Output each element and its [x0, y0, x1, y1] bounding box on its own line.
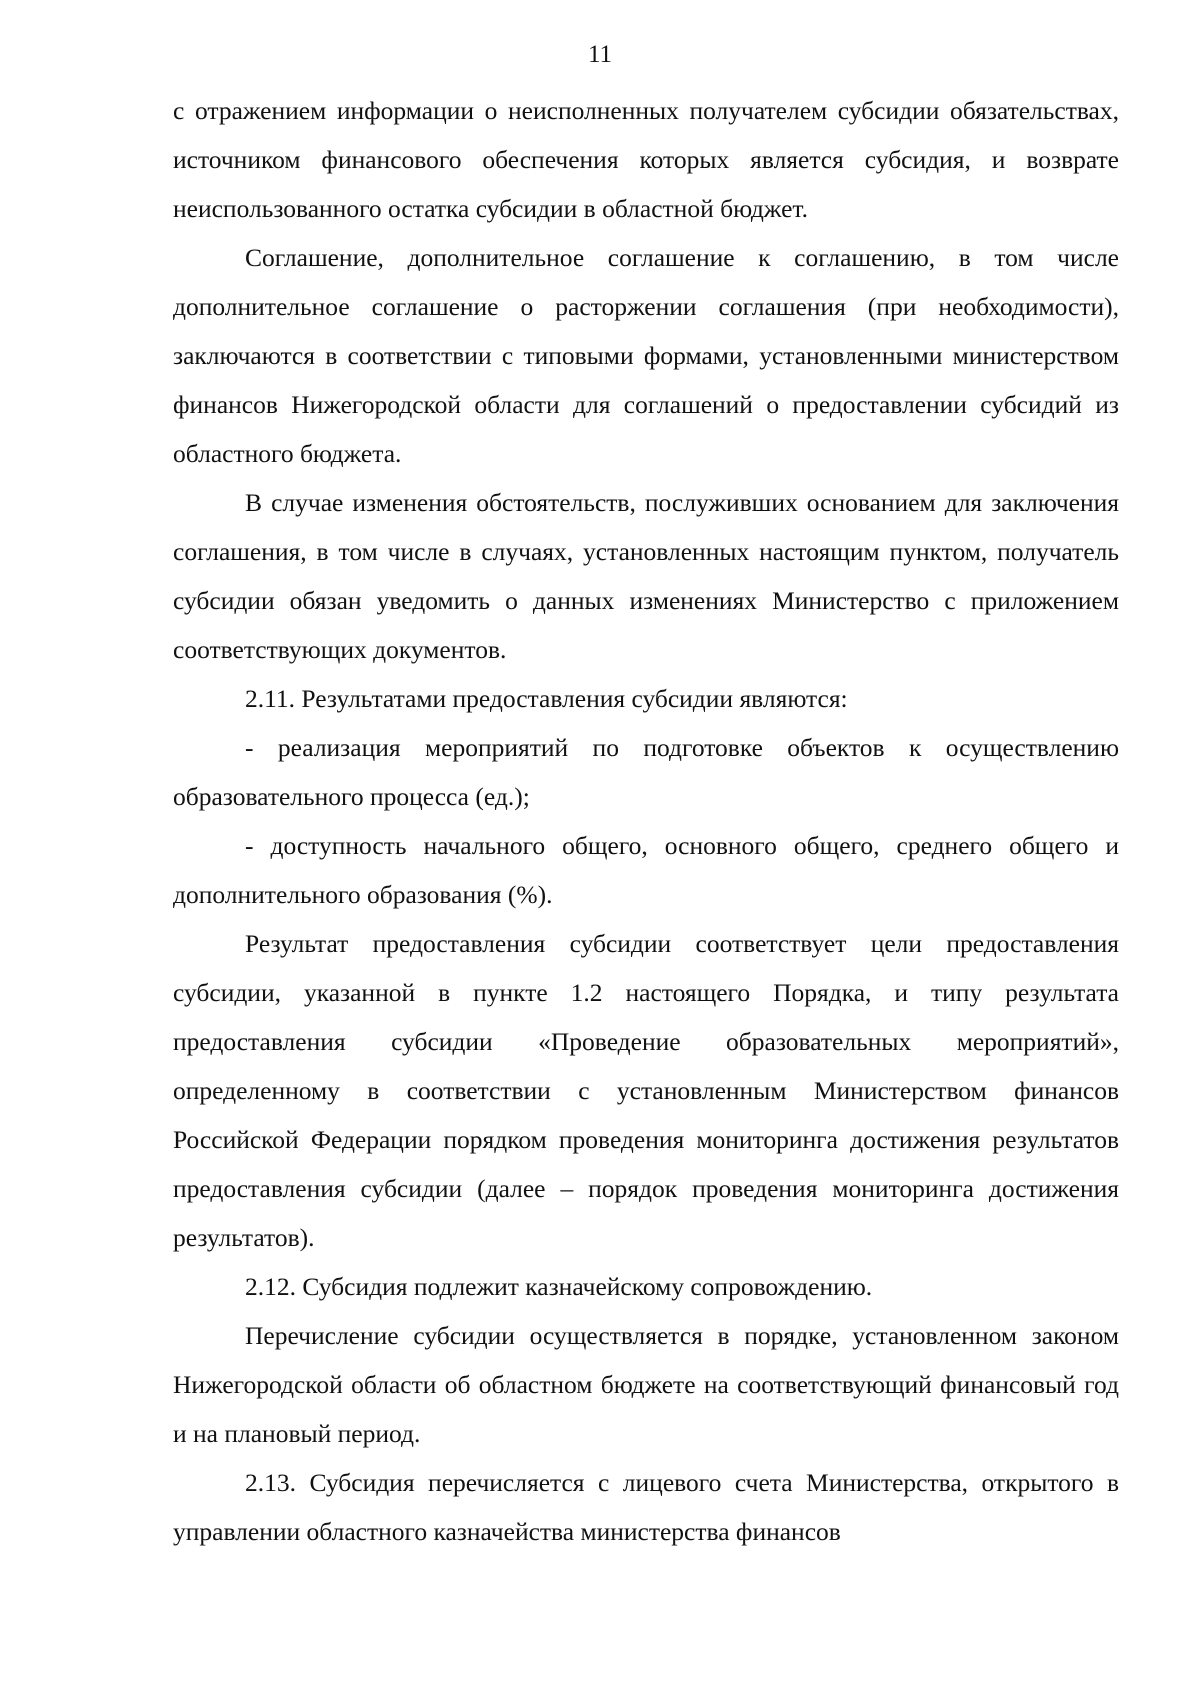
paragraph-result-purpose: Результат предоставления субсидии соответствует цели предоставления субсидии, указанной в пункте 1.2 настоящего Порядка, и типу результата предоставления субсидии «Проведение образовательных мероприятий», определенному в соответствии с установленным Министерством финансов Российской Федерации порядком проведения мониторинга достижения результатов предоставления субсидии (далее – порядок проведения мониторинга достижения результатов). [173, 929, 1119, 1252]
paragraph-change-notification: В случае изменения обстоятельств, послуживших основанием для заключения соглашения, в том числе в случаях, установленных настоящим пунктом, получатель субсидии обязан уведомить о данных изменениях Министерство с приложением соответствующих документов. [173, 488, 1119, 664]
paragraph-results-heading: 2.11. Результатами предоставления субсидии являются: [245, 684, 848, 713]
paragraph-treasury-support: 2.12. Субсидия подлежит казначейскому сопровождению. [245, 1272, 873, 1301]
paragraph-agreement-forms: Соглашение, дополнительное соглашение к соглашению, в том числе дополнительное соглашение о расторжении соглашения (при необходимости), заключаются в соответствии с типовыми формами, установленными министерством финансов Нижегородской области для соглашений о предоставлении субсидий из областного бюджета. [173, 243, 1119, 468]
paragraph-transfer-account: 2.13. Субсидия перечисляется с лицевого счета Министерства, открытого в управлении областного казначейства министерства финансов [173, 1468, 1119, 1546]
list-item-result-accessibility: - доступность начального общего, основного общего, среднего общего и дополнительного образования (%). [173, 831, 1119, 909]
document-body [173, 86, 1119, 1556]
list-item-result-events: - реализация мероприятий по подготовке объектов к осуществлению образовательного процесса (ед.); [173, 733, 1119, 811]
paragraph-transfer-procedure: Перечисление субсидии осуществляется в порядке, установленном законом Нижегородской области об областном бюджете на соответствующий финансовый год и на плановый период. [173, 1321, 1119, 1448]
paragraph-obligations-refund: с отражением информации о неисполненных получателем субсидии обязательствах, источником финансового обеспечения которых является субсидия, и возврате неиспользованного остатка субсидии в областной бюджет. [173, 96, 1119, 223]
page-number: 11 [587, 41, 613, 68]
